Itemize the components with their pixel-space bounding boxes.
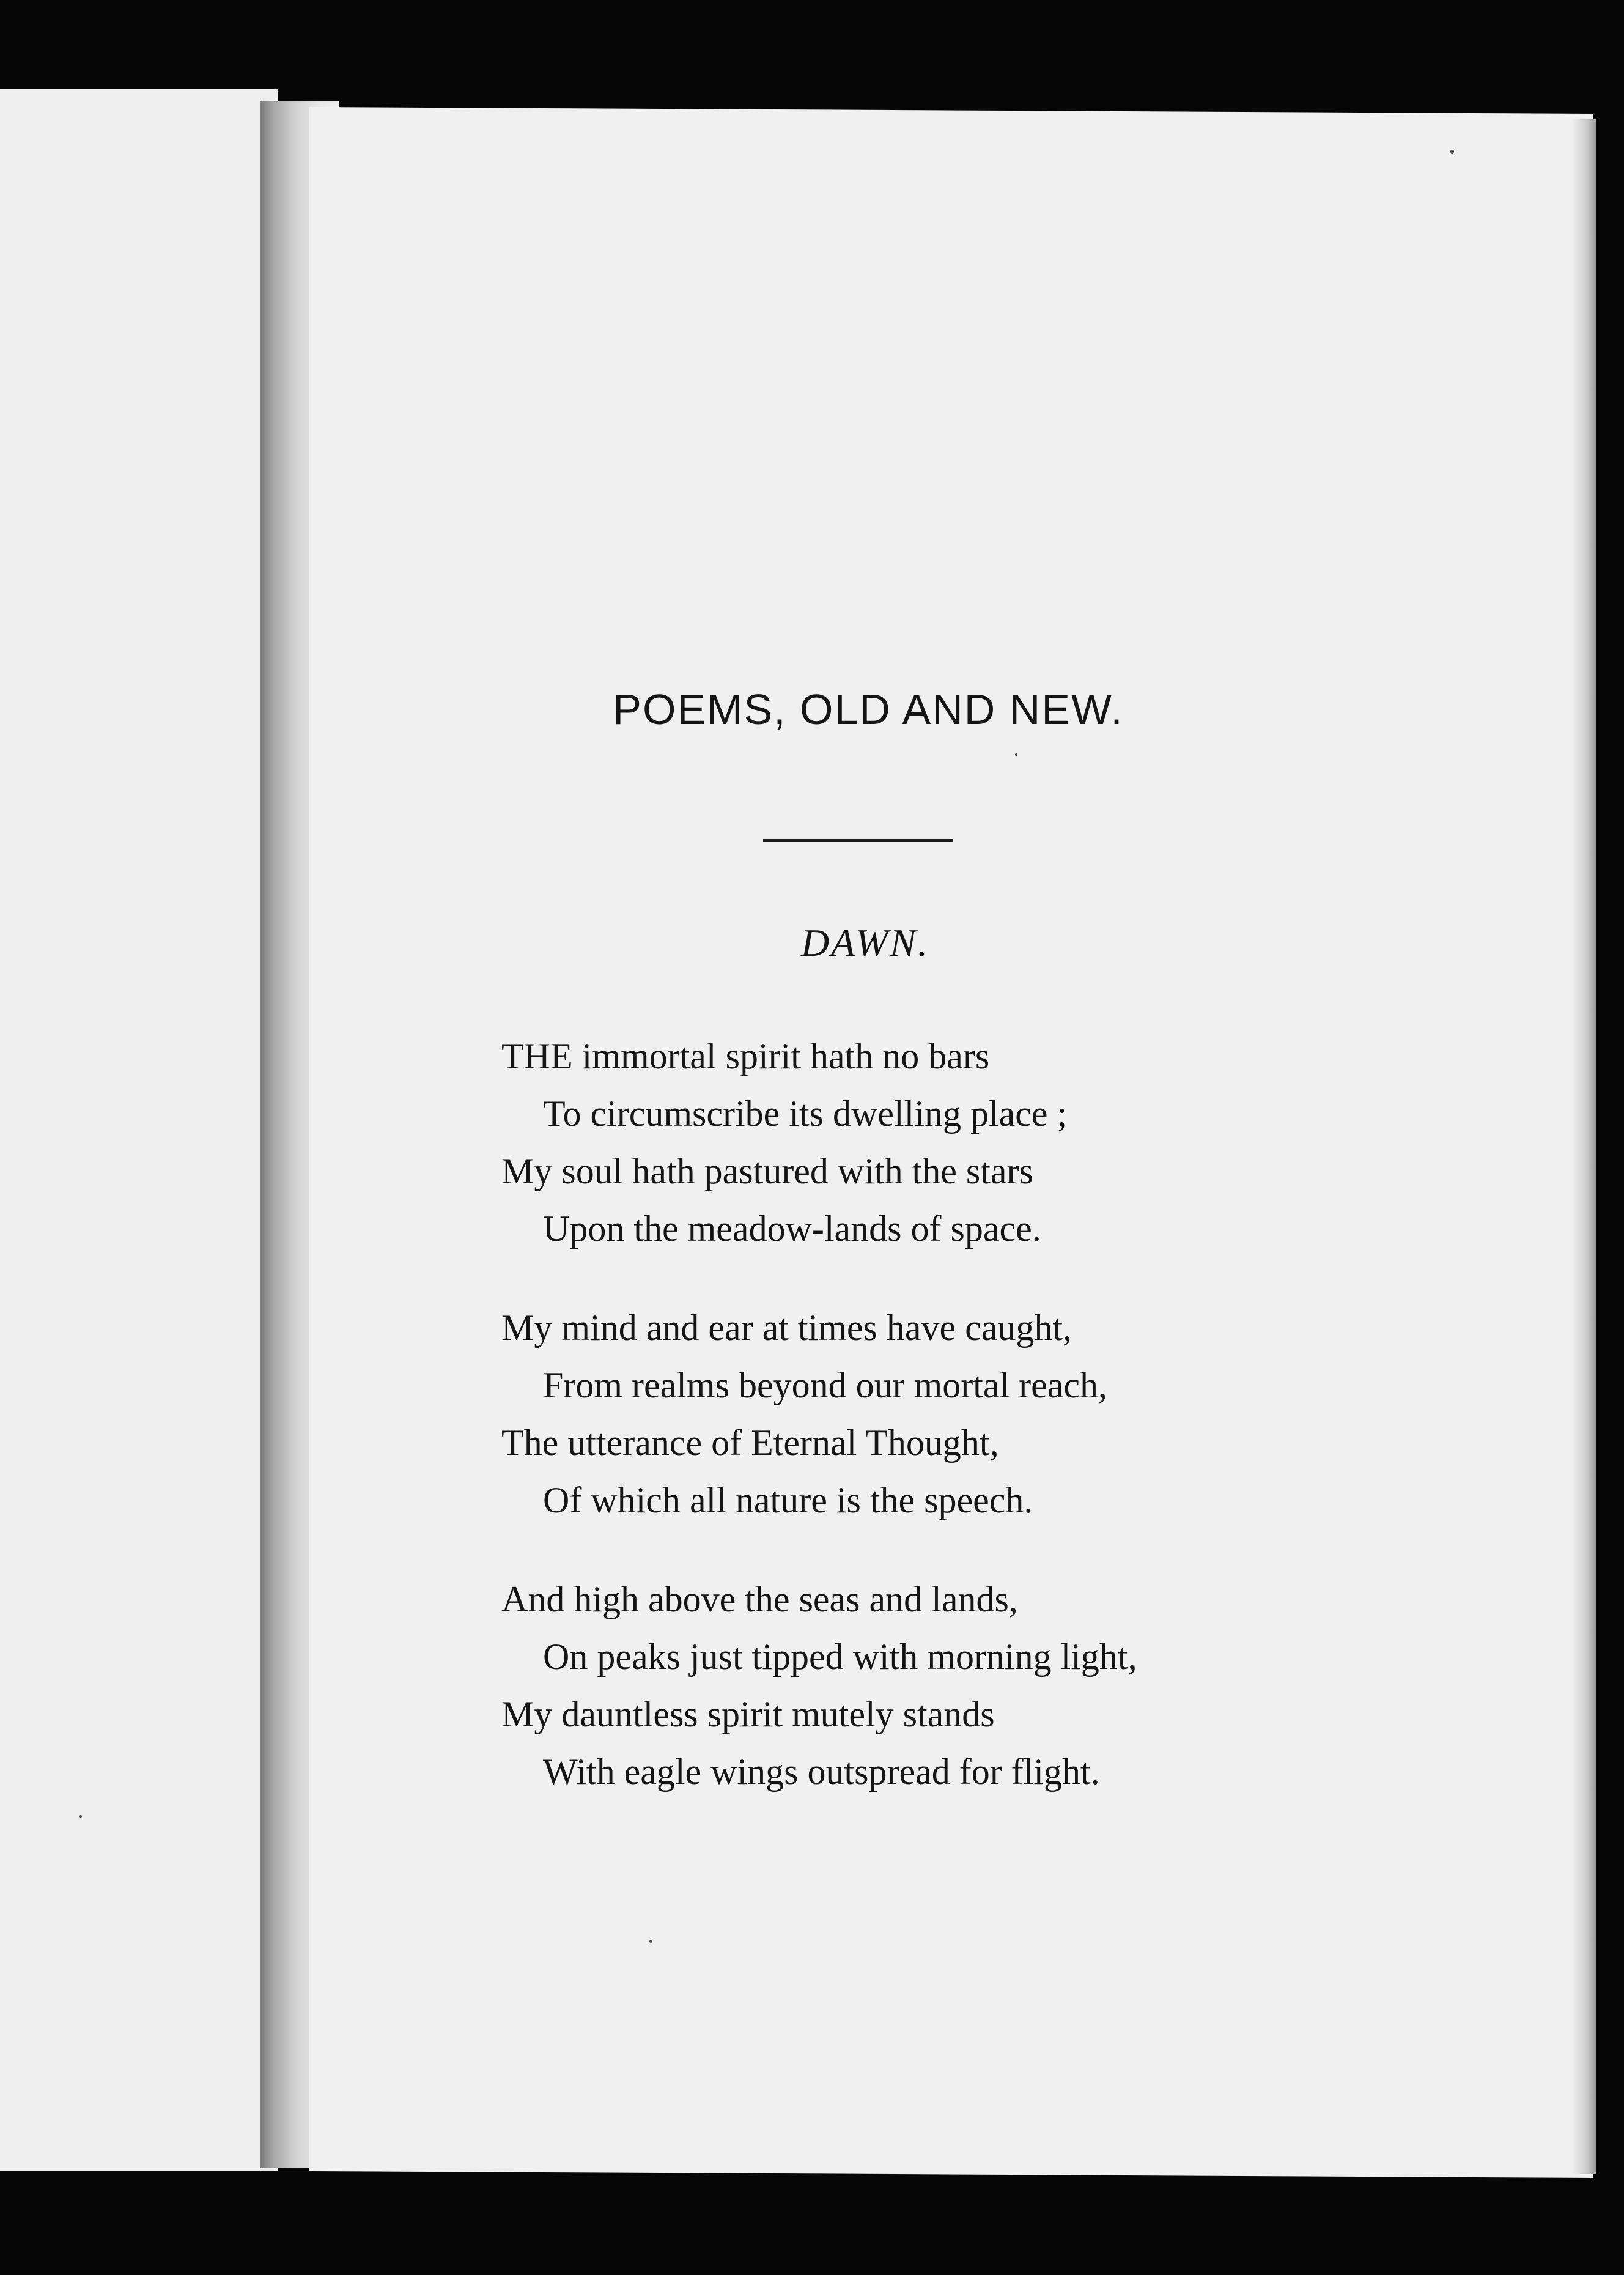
poem-line: And high above the seas and lands, [501,1579,1018,1619]
poem-line [501,1027,1357,1085]
stanza-3 [501,1570,1357,1800]
poem-title: DAWN. [801,921,929,964]
stanza-1 [501,1027,1357,1257]
poem-line: My soul hath pastured with the stars [501,1151,1033,1191]
poem-line-text: immortal spirit hath no bars [572,1036,990,1076]
scan-speck [1450,150,1454,154]
drop-word: THE [501,1036,573,1076]
poem-body [501,1027,1357,1842]
poem-line: With eagle wings outspread for flight. [543,1752,1100,1792]
poem-line: Of which all nature is the speech. [543,1480,1033,1520]
poem-line: The utterance of Eternal Thought, [501,1422,999,1463]
right-page-edge [1571,119,1596,2174]
scan-speck [79,1815,82,1818]
poem-line: On peaks just tipped with morning light, [543,1637,1137,1677]
title-divider-rule [763,839,953,842]
book-title: POEMS, OLD AND NEW. [613,686,1124,733]
scan-speck [649,1940,652,1943]
stanza-2 [501,1299,1357,1529]
poem-line: From realms beyond our mortal reach, [543,1365,1108,1405]
poem-line: To circumscribe its dwelling place ; [543,1093,1068,1134]
left-page-blank [0,89,278,2171]
poem-line: Upon the meadow-lands of space. [543,1208,1041,1249]
poem-line: My dauntless spirit mutely stands [501,1694,995,1734]
poem-line: My mind and ear at times have caught, [501,1308,1072,1348]
scan-speck [1015,753,1017,756]
